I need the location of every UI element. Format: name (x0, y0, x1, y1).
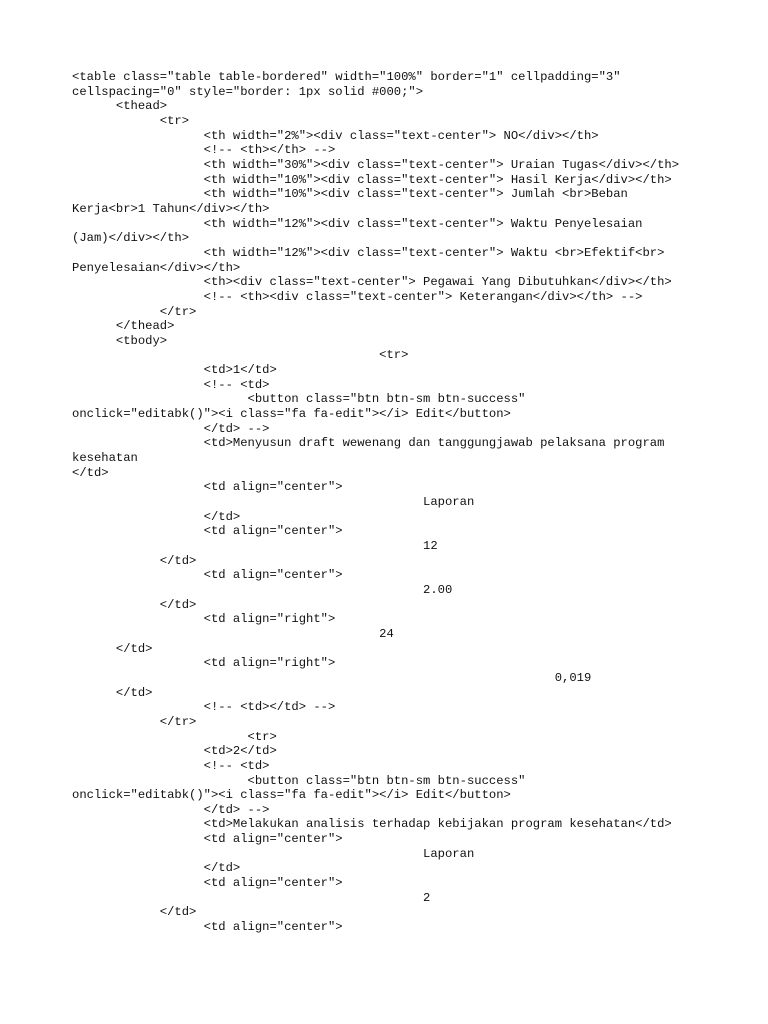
code-line: Kerja<br>1 Tahun</div></th> (72, 201, 270, 216)
code-line: <td>1</td> (72, 363, 277, 378)
code-line: <th width="10%"><div class="text-center"> Hasil Kerja</div></th> (72, 172, 672, 187)
code-listing (72, 70, 752, 935)
code-line: </td> (72, 509, 241, 524)
code-line: (Jam)</div></th> (72, 231, 190, 246)
code-line: <!-- <th></th> --> (72, 143, 336, 158)
code-line: <button class="btn btn-sm btn-success" (72, 773, 526, 788)
code-line: </tr> (72, 304, 197, 319)
code-line: Laporan (72, 846, 475, 861)
code-line: onclick="editabk()"><i class="fa fa-edit"></i> Edit</button> (72, 407, 511, 422)
code-line: 12 (72, 539, 438, 553)
code-line: 24 (72, 626, 394, 641)
code-line: </tr> (72, 714, 197, 729)
code-line: cellspacing="0" style="border: 1px solid #000;"> (72, 84, 424, 99)
code-line: </td> (72, 465, 109, 480)
code-line: <td align="right"> (72, 612, 336, 627)
code-line: <th width="10%"><div class="text-center"> Jumlah <br>Beban (72, 187, 628, 202)
code-line: </td> (72, 597, 197, 612)
code-line: <tr> (72, 729, 277, 744)
code-line: <table class="table table-bordered" width="100%" border="1" cellpadding="3" (72, 70, 621, 84)
code-line: <th width="12%"><div class="text-center"> Waktu <br>Efektif<br> (72, 245, 665, 260)
code-line: </td> (72, 905, 197, 920)
code-line: <td align="center"> (72, 524, 343, 539)
code-line: <td align="center"> (72, 876, 343, 891)
code-line: <td align="center"> (72, 832, 343, 847)
code-line: <th width="2%"><div class="text-center"> NO</div></th> (72, 128, 599, 143)
code-line: <td align="center"> (72, 480, 343, 495)
code-line: <th><div class="text-center"> Pegawai Yang Dibutuhkan</div></th> (72, 275, 672, 290)
code-line: <tr> (72, 113, 190, 128)
code-line: <td align="center"> (72, 568, 343, 583)
code-line: <!-- <td> (72, 758, 270, 773)
code-line: kesehatan (72, 451, 138, 466)
code-line: </td> (72, 553, 197, 568)
code-line: <td>Melakukan analisis terhadap kebijakan program kesehatan</td> (72, 817, 672, 832)
code-line: Laporan (72, 495, 475, 510)
code-line: <!-- <td> (72, 377, 270, 392)
code-line: <td>2</td> (72, 744, 277, 759)
code-line: </td> --> (72, 802, 270, 817)
code-line: <tbody> (72, 333, 168, 348)
code-line: <tr> (72, 348, 409, 363)
code-line: <th width="30%"><div class="text-center"> Uraian Tugas</div></th> (72, 157, 680, 172)
code-line: </td> (72, 861, 241, 876)
code-line: </thead> (72, 319, 175, 334)
code-line: <td align="right"> (72, 656, 336, 671)
code-line: Penyelesaian</div></th> (72, 260, 241, 275)
code-line: <!-- <td></td> --> (72, 700, 336, 715)
code-line: </td> (72, 685, 153, 700)
code-line: <td align="center"> (72, 920, 343, 935)
code-line: 2.00 (72, 582, 453, 597)
code-line: 2 (72, 890, 431, 905)
code-line: <thead> (72, 99, 168, 114)
code-line: <th width="12%"><div class="text-center"> Waktu Penyelesaian (72, 216, 643, 231)
code-line: </td> --> (72, 421, 270, 436)
code-line: 0,019 (72, 670, 592, 685)
code-line: </td> (72, 641, 153, 656)
code-line: <td>Menyusun draft wewenang dan tanggungjawab pelaksana program (72, 436, 665, 451)
code-line: <button class="btn btn-sm btn-success" (72, 392, 526, 407)
code-line: <!-- <th><div class="text-center"> Keterangan</div></th> --> (72, 289, 643, 304)
code-line: onclick="editabk()"><i class="fa fa-edit"></i> Edit</button> (72, 788, 511, 803)
